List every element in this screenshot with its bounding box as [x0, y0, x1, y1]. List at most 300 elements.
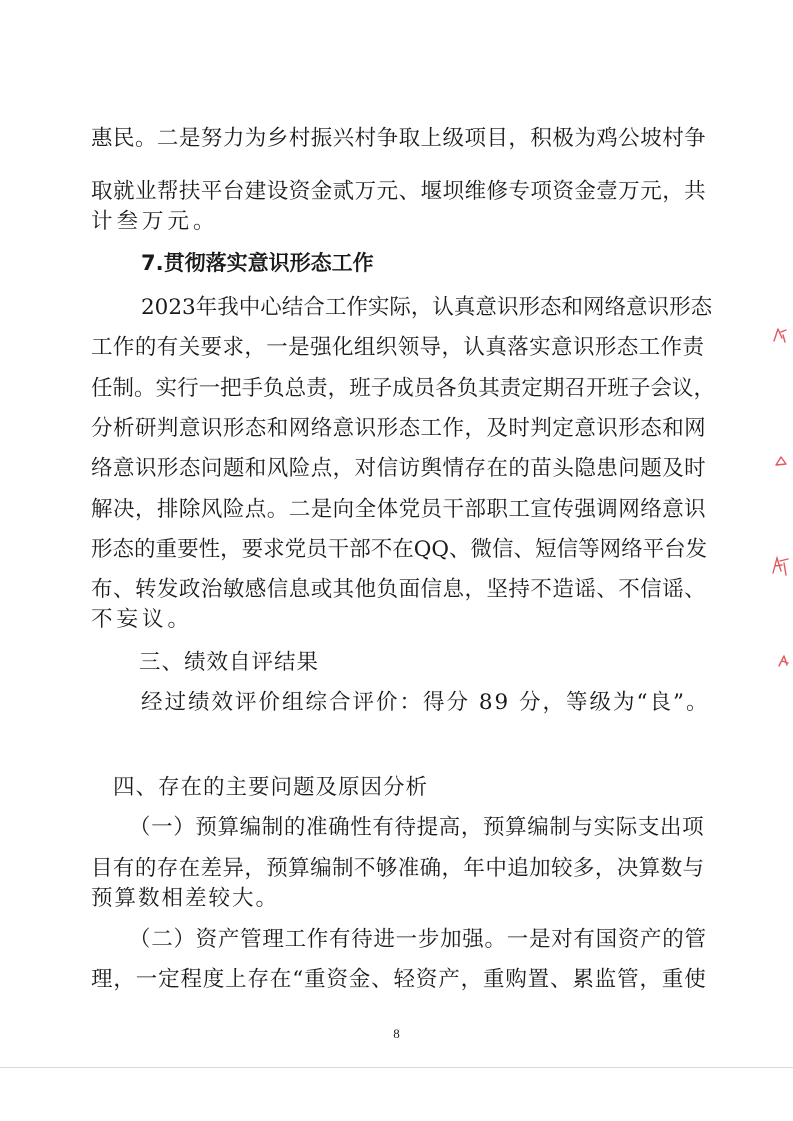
glyph: 敏	[222, 577, 245, 602]
glyph: ，	[464, 416, 486, 441]
glyph: 排	[156, 497, 179, 522]
glyph: 二	[288, 497, 311, 522]
glyph: 重	[661, 967, 684, 992]
glyph: 网	[684, 416, 706, 441]
glyph: 向	[332, 497, 355, 522]
glyph: “	[292, 967, 304, 992]
glyph: 民	[112, 126, 135, 151]
glyph: 产	[217, 927, 240, 952]
glyph: 头	[552, 456, 574, 481]
glyph: 风	[266, 456, 289, 481]
glyph: 惠	[91, 126, 113, 151]
glyph: 议	[671, 376, 694, 401]
glyph: ，	[693, 376, 715, 401]
glyph: 态	[244, 416, 267, 441]
glyph: 手	[241, 376, 264, 401]
glyph: ）	[173, 815, 195, 840]
glyph: 组	[353, 335, 376, 360]
page-number: 8	[393, 1026, 400, 1041]
glyph: 识	[572, 335, 595, 360]
glyph: 际	[615, 815, 638, 840]
glyph: 网	[583, 295, 605, 320]
glyph: 形	[156, 456, 179, 481]
glyph: 制	[549, 815, 571, 840]
glyph: 全	[354, 497, 377, 522]
glyph: 工	[420, 416, 443, 441]
glyph: ，	[113, 967, 135, 992]
glyph: 就	[112, 179, 135, 204]
glyph: 准	[397, 856, 420, 881]
glyph: 问	[618, 456, 640, 481]
glyph: 争	[684, 126, 706, 151]
glyph: 求	[263, 537, 285, 562]
glyph: 网	[288, 416, 311, 441]
glyph: 召	[564, 376, 586, 401]
glyph: 形	[376, 416, 399, 441]
glyph: 监	[594, 967, 617, 992]
glyph: 织	[375, 335, 398, 360]
glyph: 的	[134, 335, 157, 360]
glyph: 力	[222, 126, 245, 151]
glyph: 管	[240, 927, 262, 952]
glyph: 结	[281, 295, 304, 320]
glyph: 判	[156, 416, 179, 441]
glyph: 存	[247, 967, 270, 992]
glyph: 作	[442, 416, 465, 441]
glyph: 是	[288, 335, 310, 360]
glyph: 元	[376, 179, 399, 204]
glyph: 一	[151, 815, 173, 840]
glyph: 判	[530, 416, 552, 441]
glyph: 干	[442, 497, 465, 522]
glyph: 够	[375, 856, 398, 881]
glyph: 目	[486, 126, 508, 151]
glyph: 待	[351, 927, 373, 952]
glyph: 负	[376, 577, 399, 602]
glyph: 争	[376, 126, 399, 151]
glyph: 、	[112, 577, 135, 602]
glyph: 工	[284, 927, 307, 952]
glyph: 重	[482, 967, 505, 992]
glyph: ，	[327, 376, 350, 401]
glyph: 的	[508, 456, 530, 481]
seal-fragment	[770, 553, 792, 577]
glyph: 态	[112, 537, 135, 562]
glyph: 真	[485, 335, 507, 360]
glyph: 对	[551, 927, 573, 952]
glyph: 谣	[574, 577, 596, 602]
glyph: 关	[178, 335, 201, 360]
glyph: 任	[91, 376, 113, 401]
glyph: 强	[574, 497, 596, 522]
glyph: 形	[618, 416, 640, 441]
glyph: 意	[662, 497, 684, 522]
glyph: 点	[310, 456, 333, 481]
glyph: ，	[662, 179, 684, 204]
glyph: 堰	[420, 179, 443, 204]
glyph: 和	[266, 416, 289, 441]
glyph: 及	[486, 416, 508, 441]
glyph: 信	[266, 577, 289, 602]
glyph: 时	[684, 456, 706, 481]
glyph: 重	[304, 967, 326, 992]
glyph: 进	[373, 927, 395, 952]
glyph: 、	[371, 967, 393, 992]
glyph: 一	[266, 335, 288, 360]
glyph: ，	[244, 335, 266, 360]
body-line	[91, 539, 706, 561]
glyph: 建	[244, 179, 267, 204]
glyph: 贰	[332, 179, 355, 204]
glyph: 定	[521, 376, 543, 401]
glyph: 。	[484, 927, 507, 952]
glyph: 加	[440, 927, 462, 952]
glyph: 作	[346, 295, 368, 320]
section-heading: 三、绩效自评结果	[139, 650, 320, 675]
glyph: 与	[571, 815, 594, 840]
glyph: 制	[112, 376, 135, 401]
glyph: 短	[535, 537, 557, 562]
glyph: 信	[376, 456, 399, 481]
body-line	[91, 128, 706, 150]
glyph: 是	[310, 497, 333, 522]
glyph: 努	[200, 126, 223, 151]
glyph: 追	[507, 856, 529, 881]
glyph: 开	[585, 376, 608, 401]
glyph: 认	[463, 335, 485, 360]
body-line: 计叁万元。	[91, 209, 219, 234]
glyph: 有	[112, 856, 135, 881]
glyph: 作	[112, 335, 135, 360]
glyph: 实	[593, 815, 616, 840]
glyph: 资	[326, 967, 348, 992]
glyph: 资	[415, 967, 438, 992]
glyph: 网	[618, 497, 640, 522]
glyph: （	[129, 927, 151, 952]
glyph: 资	[617, 927, 640, 952]
glyph: 体	[376, 497, 399, 522]
glyph: 传	[552, 497, 574, 522]
glyph: 村	[288, 126, 311, 151]
glyph: 中	[238, 295, 261, 320]
body-line: 预算数相差较大。	[91, 886, 280, 911]
glyph: 网	[599, 537, 622, 562]
glyph: 态	[690, 295, 713, 320]
glyph: 和	[561, 295, 583, 320]
glyph: 形	[594, 335, 617, 360]
body-line	[91, 418, 706, 440]
glyph: 信	[492, 537, 514, 562]
glyph: 万	[354, 179, 377, 204]
glyph: 为	[574, 126, 596, 151]
glyph: 问	[200, 456, 223, 481]
body-line	[91, 337, 704, 359]
glyph: 轻	[393, 967, 416, 992]
glyph: 感	[244, 577, 267, 602]
glyph: 访	[398, 456, 421, 481]
glyph: 一	[506, 927, 529, 952]
glyph: 在	[178, 856, 201, 881]
glyph: 一	[395, 927, 418, 952]
glyph: 业	[134, 179, 157, 204]
glyph: 隐	[574, 456, 596, 481]
body-line: 不妄议。	[91, 607, 194, 632]
glyph: 平	[200, 179, 223, 204]
glyph: 造	[552, 577, 574, 602]
glyph: 意	[551, 335, 573, 360]
glyph: 持	[508, 577, 530, 602]
glyph: 期	[542, 376, 565, 401]
glyph: 作	[660, 335, 683, 360]
section-heading: 四、存在的主要问题及原因分析	[113, 775, 429, 800]
seal-fragment	[772, 326, 788, 344]
glyph: 数	[660, 856, 683, 881]
glyph: 识	[354, 416, 377, 441]
glyph: 意	[475, 295, 497, 320]
glyph: 定	[158, 967, 180, 992]
glyph: 目	[91, 856, 113, 881]
glyph: ，	[441, 856, 464, 881]
body-line	[91, 858, 704, 880]
glyph: 。	[134, 376, 156, 401]
glyph: 工	[91, 335, 113, 360]
glyph: 壹	[596, 179, 618, 204]
glyph: 求	[222, 335, 244, 360]
glyph: 形	[518, 295, 540, 320]
glyph: 子	[370, 376, 393, 401]
glyph: 部	[464, 497, 486, 522]
glyph: 在	[486, 456, 508, 481]
glyph: 是	[528, 927, 551, 952]
glyph: 算	[217, 815, 240, 840]
glyph: 与	[682, 856, 704, 881]
glyph: 险	[222, 497, 245, 522]
glyph: 工	[508, 497, 530, 522]
seal-fragment	[776, 653, 790, 669]
glyph: 、	[398, 179, 421, 204]
glyph: 上	[225, 967, 247, 992]
glyph: 行	[177, 376, 199, 401]
glyph: 负	[456, 376, 479, 401]
glyph: 态	[178, 456, 201, 481]
glyph: 理	[91, 967, 113, 992]
glyph: 定	[552, 416, 574, 441]
body-line	[91, 969, 706, 991]
glyph: 资	[552, 179, 574, 204]
glyph: 积	[530, 126, 552, 151]
glyph: 金	[310, 179, 333, 204]
glyph: 责	[499, 376, 522, 401]
glyph: 宣	[530, 497, 552, 522]
glyph: 风	[200, 497, 223, 522]
glyph: 坝	[442, 179, 465, 204]
glyph: 管	[617, 967, 639, 992]
glyph: ）	[173, 927, 195, 952]
glyph: 题	[222, 456, 245, 481]
glyph: 加	[529, 856, 551, 881]
glyph: 步	[417, 927, 440, 952]
glyph: 的	[134, 537, 156, 562]
glyph: 金	[348, 967, 371, 992]
glyph: 形	[222, 416, 245, 441]
glyph: 把	[220, 376, 242, 401]
glyph: 修	[486, 179, 508, 204]
glyph: 有	[372, 815, 394, 840]
glyph: 台	[222, 179, 245, 204]
glyph: 信	[556, 537, 579, 562]
scan-edge	[0, 1067, 793, 1068]
glyph: 苗	[530, 456, 552, 481]
glyph: 国	[595, 927, 618, 952]
glyph: 上	[420, 126, 443, 151]
body-line	[91, 376, 715, 401]
glyph: 鸡	[596, 126, 618, 151]
body-line	[91, 579, 706, 601]
glyph: 微	[470, 537, 493, 562]
glyph: 要	[200, 335, 223, 360]
glyph: 振	[310, 126, 333, 151]
glyph: 党	[284, 537, 307, 562]
glyph: 险	[288, 456, 311, 481]
glyph: 项	[464, 126, 486, 151]
glyph: 意	[626, 295, 648, 320]
glyph: 息	[288, 577, 311, 602]
glyph: ，	[410, 295, 433, 320]
glyph: 在	[269, 967, 292, 992]
glyph: 是	[178, 126, 201, 151]
glyph: 工	[638, 335, 661, 360]
glyph: 异	[222, 856, 244, 881]
glyph: 性	[198, 537, 221, 562]
glyph: 预	[195, 815, 217, 840]
glyph: 识	[200, 416, 223, 441]
glyph: 员	[420, 497, 443, 522]
glyph: 项	[530, 179, 552, 204]
glyph: 患	[596, 456, 618, 481]
glyph: 。	[266, 497, 289, 522]
glyph: 责	[682, 335, 704, 360]
glyph: 总	[284, 376, 307, 401]
glyph: 他	[354, 577, 377, 602]
glyph: 村	[662, 126, 684, 151]
glyph: 班	[607, 376, 629, 401]
glyph: 置	[527, 967, 550, 992]
glyph: 极	[552, 126, 574, 151]
glyph: 成	[392, 376, 414, 401]
glyph: 领	[397, 335, 420, 360]
glyph: 编	[239, 815, 262, 840]
glyph: 员	[413, 376, 436, 401]
glyph: 、	[684, 577, 706, 602]
glyph: 谣	[662, 577, 684, 602]
body-line	[91, 458, 706, 480]
glyph: 维	[464, 179, 486, 204]
glyph: 决	[112, 497, 135, 522]
glyph: 制	[261, 815, 284, 840]
glyph: 不	[530, 577, 552, 602]
glyph: 购	[505, 967, 527, 992]
glyph: 解	[91, 497, 113, 522]
glyph: 信	[640, 577, 662, 602]
glyph: 会	[650, 376, 672, 401]
glyph: 强	[310, 335, 332, 360]
glyph: 络	[640, 497, 662, 522]
glyph: 工	[324, 295, 347, 320]
glyph: 意	[332, 416, 355, 441]
glyph: QQ	[413, 537, 449, 562]
glyph: （	[129, 815, 151, 840]
glyph: 管	[684, 927, 706, 952]
glyph: 治	[200, 577, 223, 602]
section-heading: 7.贯彻落实意识形态工作	[141, 251, 374, 275]
glyph: 或	[310, 577, 333, 602]
glyph: 坚	[486, 577, 508, 602]
glyph: 导	[419, 335, 442, 360]
glyph: 累	[572, 967, 594, 992]
glyph: 信	[420, 577, 443, 602]
glyph: 年	[195, 295, 218, 320]
glyph: ，	[134, 497, 157, 522]
glyph: 络	[604, 295, 627, 320]
glyph: 态	[398, 416, 421, 441]
glyph: 使	[684, 967, 706, 992]
glyph: 、	[596, 577, 618, 602]
glyph: 村	[354, 126, 377, 151]
glyph: 项	[682, 815, 704, 840]
glyph: 产	[640, 927, 662, 952]
glyph: 制	[331, 856, 354, 881]
glyph: 共	[684, 179, 706, 204]
glyph: 、	[550, 967, 572, 992]
glyph: 有	[156, 335, 179, 360]
glyph: 面	[398, 577, 421, 602]
glyph: ，	[220, 537, 242, 562]
glyph: ，	[332, 456, 355, 481]
glyph: ，	[464, 577, 486, 602]
glyph: 2023	[141, 295, 196, 320]
glyph: 点	[244, 497, 267, 522]
glyph: 二	[151, 927, 173, 952]
body-line: 经过绩效评价组综合评价：得分 89 分，等级为“良”。	[141, 690, 710, 715]
glyph: 络	[310, 416, 333, 441]
glyph: 较	[551, 856, 573, 881]
glyph: 专	[508, 179, 530, 204]
glyph: ，	[460, 967, 483, 992]
glyph: 存	[464, 456, 486, 481]
glyph: 党	[398, 497, 421, 522]
glyph: 等	[578, 537, 600, 562]
glyph: 析	[112, 416, 135, 441]
glyph: 公	[618, 126, 640, 151]
glyph: 要	[241, 537, 264, 562]
glyph: 发	[156, 577, 179, 602]
glyph: 要	[177, 537, 199, 562]
glyph: 息	[442, 577, 465, 602]
glyph: ，	[441, 335, 464, 360]
glyph: 的	[662, 927, 684, 952]
glyph: 台	[664, 537, 686, 562]
glyph: 程	[180, 967, 202, 992]
glyph: 重	[155, 537, 178, 562]
glyph: 扶	[178, 179, 201, 204]
glyph: 和	[662, 416, 684, 441]
glyph: 一	[198, 376, 221, 401]
glyph: 实	[155, 376, 178, 401]
glyph: 形	[669, 295, 691, 320]
glyph: 我	[217, 295, 239, 320]
glyph: ，	[244, 856, 266, 881]
glyph: 预	[266, 856, 288, 881]
